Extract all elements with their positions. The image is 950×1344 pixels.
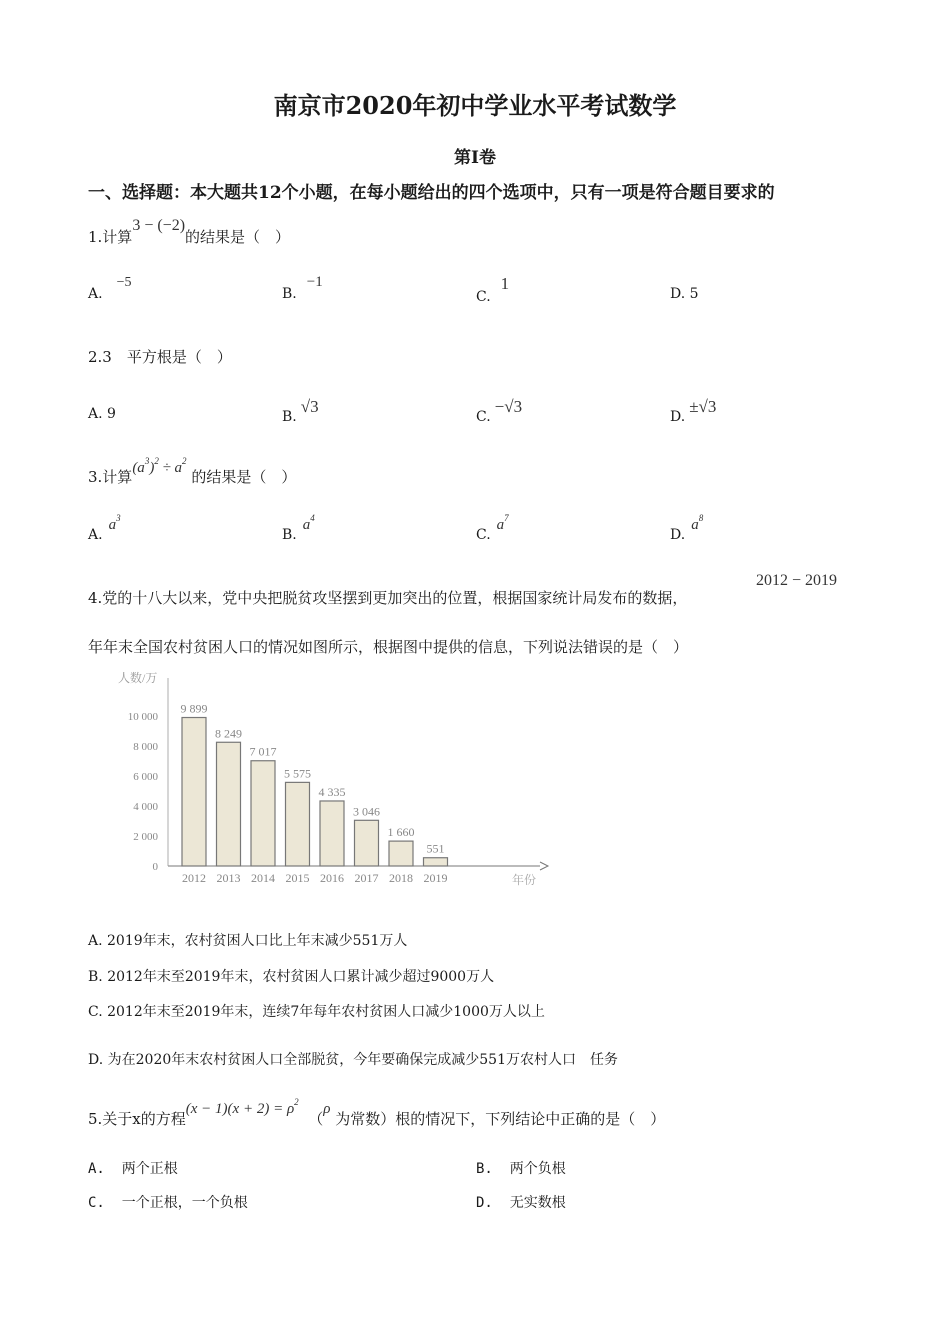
x-axis-label: 年份 xyxy=(512,873,537,887)
x-tick-label: 2016 xyxy=(320,871,344,885)
expr-part: ÷ a xyxy=(158,460,183,476)
q3-option-c[interactable] xyxy=(476,513,509,544)
power-base: a xyxy=(302,517,311,533)
y-tick-label: 2 000 xyxy=(133,831,158,843)
option-label: B. xyxy=(282,286,297,302)
bar-value-label: 8 249 xyxy=(215,726,242,741)
q1-expression: 3 − (−2) xyxy=(132,217,186,234)
option-value: 5 xyxy=(689,286,699,302)
power-base: a xyxy=(108,517,117,533)
q3-suffix: 的结果是（ ） xyxy=(191,468,297,486)
bar-value-label: 9 899 xyxy=(180,701,208,716)
q2-option-b[interactable] xyxy=(282,397,319,426)
expr-part: (x − 1)(x + 2) = ρ xyxy=(185,1101,295,1117)
expr-exponent: 2 xyxy=(294,1097,299,1107)
section-heading: 一、选择题：本大题共12个小题，在每小题给出的四个选项中，只有一项是符合题目要求的 xyxy=(88,183,775,203)
q1-option-c[interactable] xyxy=(476,274,510,306)
x-tick-label: 2012 xyxy=(182,871,206,885)
option-value: √3 xyxy=(300,397,319,416)
option-label: D. xyxy=(670,286,686,302)
option-text: 两个负根 xyxy=(509,1161,566,1177)
expr-exponent: 3 xyxy=(144,456,150,466)
q4-option-a[interactable]: A. 2019年末，农村贫困人口比上年末减少551万人 xyxy=(88,933,408,949)
question-1 xyxy=(88,217,291,247)
y-tick-label: 8 000 xyxy=(133,741,158,753)
option-label: B. xyxy=(282,527,297,543)
option-text: 无实数根 xyxy=(509,1195,566,1211)
q5-paren: （ xyxy=(308,1110,324,1128)
q5-option-a[interactable] xyxy=(88,1158,178,1178)
q5-option-b[interactable] xyxy=(476,1158,566,1178)
bar xyxy=(251,761,275,866)
power-exponent: 8 xyxy=(698,513,704,523)
y-tick-label: 4 000 xyxy=(133,801,158,813)
q2-option-c[interactable] xyxy=(476,397,523,426)
x-tick-label: 2014 xyxy=(251,871,275,885)
y-tick-label: 6 000 xyxy=(133,771,158,783)
bar-value-label: 3 046 xyxy=(353,804,380,819)
q4-option-d[interactable]: D. 为在2020年末农村贫困人口全部脱贫，今年要确保完成减少551万农村人口 任务 xyxy=(88,1052,618,1068)
q3-option-a[interactable] xyxy=(88,513,121,544)
bar xyxy=(355,820,379,866)
option-value: −√3 xyxy=(494,397,523,416)
question-2: 2.3 平方根是（ ） xyxy=(88,348,232,366)
expr-part: ) xyxy=(149,460,155,476)
q5-suffix: 为常数）根的情况下，下列结论中正确的是（ ） xyxy=(335,1110,666,1128)
option-value: −1 xyxy=(306,274,323,290)
q2-option-d[interactable] xyxy=(670,397,717,426)
x-tick-label: 2018 xyxy=(389,871,413,885)
volume-heading: 第Ⅰ卷 xyxy=(454,148,496,168)
bar-value-label: 551 xyxy=(426,841,445,856)
power-exponent: 4 xyxy=(310,513,315,523)
option-label: A. xyxy=(88,1161,105,1177)
option-label: A. xyxy=(88,286,103,302)
option-text: 两个正根 xyxy=(121,1161,178,1177)
q5-prefix: 5.关于x的方程 xyxy=(88,1110,186,1128)
y-tick-label: 0 xyxy=(152,861,158,873)
x-tick-label: 2015 xyxy=(285,871,310,885)
option-label: C. xyxy=(476,409,491,425)
q1-prefix: 1.计算 xyxy=(88,228,133,246)
question-4-line-1: 4.党的十八大以来，党中央把脱贫攻坚摆到更加突出的位置，根据国家统计局发布的数据， xyxy=(88,589,688,607)
option-label: D. xyxy=(476,1195,493,1211)
bar xyxy=(389,841,413,866)
option-text: 一个正根，一个负根 xyxy=(121,1195,248,1211)
q5-option-d[interactable] xyxy=(476,1192,566,1212)
x-tick-label: 2017 xyxy=(354,871,379,885)
q1-option-a[interactable] xyxy=(88,275,132,303)
option-value xyxy=(302,513,315,533)
option-label: B. xyxy=(476,1161,493,1177)
option-label: D. xyxy=(670,527,686,543)
option-label: A. 9 xyxy=(88,406,116,422)
option-label: A. xyxy=(88,527,103,543)
option-value xyxy=(108,513,121,533)
q5-rho: ρ xyxy=(323,1101,331,1117)
q4-option-c[interactable]: C. 2012年末至2019年末，连续7年每年农村贫困人口减少1000万人以上 xyxy=(88,1004,545,1020)
expr-part: (a xyxy=(132,460,145,476)
y-axis-label: 人数/万 xyxy=(118,671,158,685)
bar-value-label: 5 575 xyxy=(284,766,311,781)
q5-expression xyxy=(185,1097,299,1117)
option-label: C. xyxy=(476,289,491,305)
x-axis-arrow xyxy=(540,862,548,870)
bar-value-label: 7 017 xyxy=(249,744,277,759)
power-exponent: 3 xyxy=(116,513,121,523)
q4-option-b[interactable]: B. 2012年末至2019年末，农村贫困人口累计减少超过9000万人 xyxy=(88,969,495,985)
x-tick-label: 2019 xyxy=(423,871,448,885)
q5-option-c[interactable] xyxy=(88,1192,248,1212)
expr-exponent: 2 xyxy=(154,456,159,466)
y-tick-label: 10 000 xyxy=(127,711,158,723)
q1-option-d[interactable] xyxy=(670,286,699,302)
power-base: a xyxy=(691,517,699,533)
option-label: C. xyxy=(88,1195,105,1211)
power-exponent: 7 xyxy=(504,513,509,523)
option-value xyxy=(691,513,704,533)
question-5 xyxy=(88,1097,666,1129)
q1-option-b[interactable] xyxy=(282,274,323,303)
bar xyxy=(424,858,448,866)
q2-option-a[interactable] xyxy=(88,406,116,422)
q3-expression xyxy=(132,456,187,476)
expr-exponent: 2 xyxy=(182,456,187,466)
q1-suffix: 的结果是（ ） xyxy=(185,228,291,246)
bar xyxy=(182,718,206,866)
bar-value-label: 1 660 xyxy=(387,825,415,840)
option-value: ±√3 xyxy=(689,397,717,416)
q4-years-expression: 2012 − 2019 xyxy=(756,572,838,589)
option-label: B. xyxy=(282,409,297,425)
question-3 xyxy=(88,456,297,487)
x-tick-label: 2013 xyxy=(216,871,241,885)
q3-prefix: 3.计算 xyxy=(88,468,133,486)
option-label: D. xyxy=(670,409,686,425)
page-title: 南京市2020年初中学业水平考试数学 xyxy=(273,91,677,120)
question-4-line-2: 年年末全国农村贫困人口的情况如图所示，根据图中提供的信息，下列说法错误的是（ ） xyxy=(88,638,689,656)
bar xyxy=(320,801,344,866)
option-label: C. xyxy=(476,527,491,543)
bar xyxy=(217,742,241,866)
bar xyxy=(286,782,310,866)
bar-value-label: 4 335 xyxy=(318,784,346,799)
option-value: −5 xyxy=(116,275,132,290)
option-value: 1 xyxy=(500,274,510,293)
q3-option-d[interactable] xyxy=(670,513,704,544)
option-value xyxy=(496,513,509,533)
power-base: a xyxy=(496,517,505,533)
q3-option-b[interactable] xyxy=(282,513,315,544)
poverty-population-chart xyxy=(100,668,560,893)
